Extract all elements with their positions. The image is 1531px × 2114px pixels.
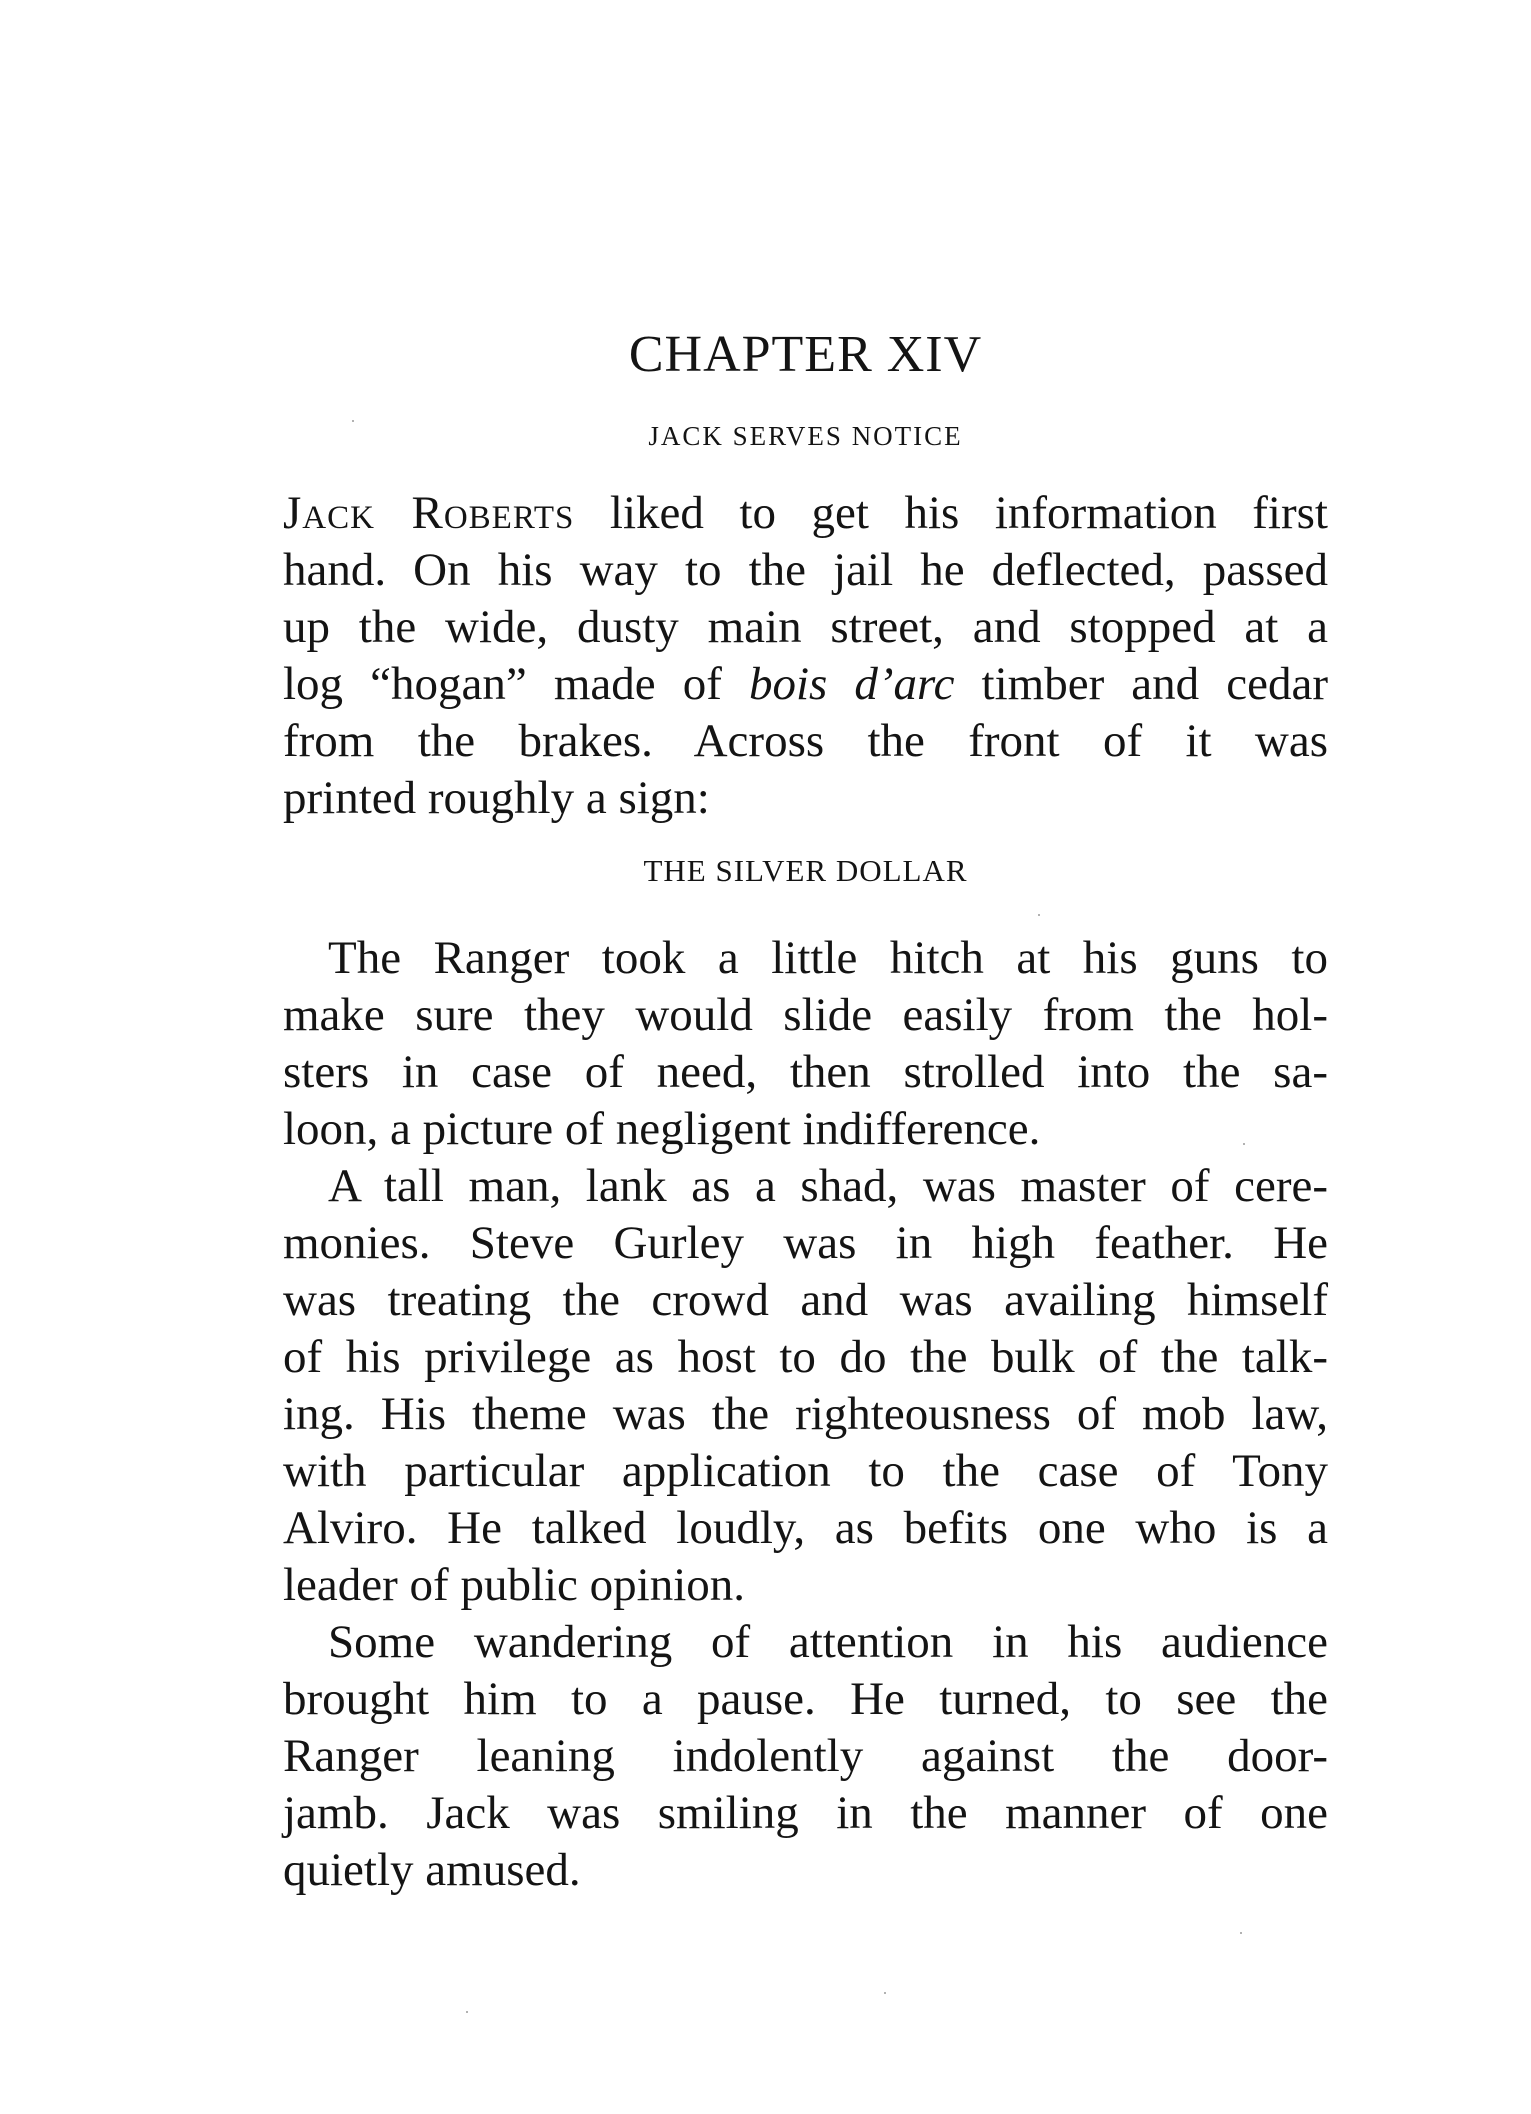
scan-speck [466, 2011, 468, 2013]
paragraph-4 [283, 1614, 1328, 1899]
paragraph-line: quietly amused. [283, 1844, 581, 1896]
paragraph-line: log “hogan” made of bois d’arc timber and cedar [283, 658, 1328, 710]
paragraph-line: Alviro. He talked loudly, as befits one who is a [283, 1502, 1328, 1554]
paragraph-line: monies. Steve Gurley was in high feather. He [283, 1217, 1328, 1269]
chapter-title: CHAPTER XIV [628, 326, 983, 383]
paragraph-line: from the brakes. Across the front of it was [283, 715, 1328, 767]
paragraph-line: A tall man, lank as a shad, was master of cere- [328, 1160, 1328, 1212]
saloon-sign-text: THE SILVER DOLLAR [643, 853, 968, 888]
paragraph-line: Ranger leaning indolently against the door- [283, 1730, 1328, 1782]
chapter-subtitle: JACK SERVES NOTICE [648, 421, 963, 451]
paragraph-line: with particular application to the case of Tony [283, 1445, 1328, 1497]
paragraph-line: The Ranger took a little hitch at his guns to [328, 932, 1328, 984]
paragraph-line: make sure they would slide easily from the hol- [283, 989, 1328, 1041]
paragraph-line: was treating the crowd and was availing himself [283, 1274, 1328, 1326]
lead-name: Jack Roberts [283, 487, 575, 539]
scan-speck [1240, 1932, 1242, 1934]
paragraph-line: of his privilege as host to do the bulk of the talk- [283, 1331, 1328, 1383]
paragraph-1 [283, 485, 1328, 827]
paragraph-line: up the wide, dusty main street, and stopped at a [283, 601, 1328, 653]
paragraph-line: sters in case of need, then strolled into the sa- [283, 1046, 1328, 1098]
paragraph-line: hand. On his way to the jail he deflected, passed [283, 544, 1328, 596]
scan-speck [884, 1992, 886, 1994]
paragraph-line: leader of public opinion. [283, 1559, 746, 1611]
scan-speck [352, 420, 354, 422]
paragraph-line: loon, a picture of negligent indifference. [283, 1103, 1041, 1155]
paragraph-line: jamb. Jack was smiling in the manner of one [283, 1787, 1328, 1839]
scan-speck [1038, 914, 1040, 916]
italic-phrase: bois d’arc [748, 658, 955, 710]
scan-speck [1243, 1143, 1245, 1145]
paragraph-2 [283, 930, 1328, 1158]
paragraph-line: Jack Roberts liked to get his information first [283, 487, 1328, 539]
paragraph-3 [283, 1158, 1328, 1614]
paragraph-line: Some wandering of attention in his audience [328, 1616, 1328, 1668]
paragraph-line: printed roughly a sign: [283, 772, 710, 824]
paragraph-line: brought him to a pause. He turned, to see the [283, 1673, 1328, 1725]
paragraph-line: ing. His theme was the righteousness of mob law, [283, 1388, 1328, 1440]
